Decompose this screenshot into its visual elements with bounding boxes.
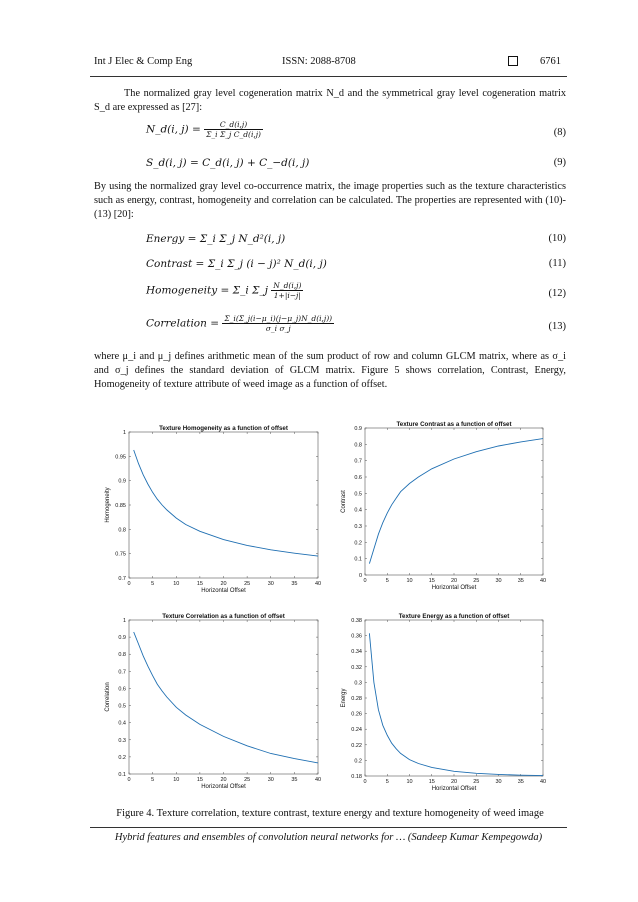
data-point bbox=[543, 775, 544, 776]
x-tick-label: 40 bbox=[539, 578, 547, 584]
footer-rule bbox=[90, 827, 567, 828]
y-tick-label: 0.3 bbox=[354, 524, 362, 530]
y-tick-label: 0.22 bbox=[351, 742, 362, 749]
y-tick-label: 0.95 bbox=[115, 454, 126, 461]
eq8-number: (8) bbox=[553, 127, 566, 138]
x-tick-label: 35 bbox=[517, 578, 524, 584]
data-point bbox=[143, 474, 144, 475]
plot-frame bbox=[365, 620, 543, 776]
x-tick-label: 20 bbox=[220, 581, 227, 587]
equation-11: Contrast = Σ_i Σ_j (i − j)² N_d(i, j) bbox=[146, 258, 327, 270]
data-point bbox=[382, 522, 383, 523]
data-point bbox=[318, 763, 319, 764]
data-point bbox=[223, 736, 224, 737]
data-point bbox=[152, 492, 153, 493]
y-tick-label: 0.2 bbox=[118, 754, 126, 761]
data-point bbox=[498, 446, 499, 447]
data-point bbox=[378, 709, 379, 710]
y-tick-label: 0.3 bbox=[354, 680, 362, 687]
y-tick-label: 0.34 bbox=[351, 649, 362, 656]
issn: ISSN: 2088-8708 bbox=[282, 56, 356, 67]
y-tick-label: 0.18 bbox=[351, 774, 362, 780]
y-tick-label: 0.7 bbox=[354, 458, 362, 465]
y-tick-label: 0.7 bbox=[118, 576, 126, 582]
y-tick-label: 0.36 bbox=[351, 633, 362, 640]
plot-frame bbox=[129, 432, 318, 578]
data-point bbox=[520, 442, 521, 443]
eq12-den: 1+|i−j| bbox=[273, 291, 301, 300]
x-tick-label: 40 bbox=[539, 779, 547, 785]
data-point bbox=[157, 499, 158, 500]
x-tick-label: 15 bbox=[428, 779, 435, 785]
contrast-chart bbox=[338, 418, 554, 600]
data-point bbox=[409, 483, 410, 484]
x-tick-label: 25 bbox=[473, 779, 480, 785]
data-point bbox=[431, 468, 432, 469]
eq9-number: (9) bbox=[553, 157, 566, 168]
eq8-fraction bbox=[204, 120, 263, 139]
x-tick-label: 30 bbox=[267, 581, 274, 587]
data-point bbox=[176, 518, 177, 519]
x-tick-label: 10 bbox=[406, 578, 413, 584]
x-tick-label: 5 bbox=[151, 777, 155, 783]
data-point bbox=[247, 545, 248, 546]
y-tick-label: 0.75 bbox=[115, 551, 126, 558]
p1-text: The normalized gray level cogeneration matrix N_d and the symmetrical gray level cogeneration matrix S_d are expressed as [27]: bbox=[94, 88, 566, 113]
eq8-num: C_d(i,j) bbox=[204, 120, 263, 130]
x-tick-label: 40 bbox=[314, 777, 322, 783]
y-axis-label: Contrast bbox=[341, 490, 347, 513]
chart-title: Texture Contrast as a function of offset bbox=[396, 421, 512, 428]
data-point bbox=[391, 504, 392, 505]
data-point bbox=[166, 510, 167, 511]
running-footer: Hybrid features and ensembles of convolution neural networks for … (Sandeep Kumar Kempegowda) bbox=[114, 832, 543, 843]
data-point bbox=[133, 632, 134, 633]
data-point bbox=[374, 682, 375, 683]
data-point bbox=[223, 539, 224, 540]
data-point bbox=[200, 531, 201, 532]
data-point bbox=[498, 774, 499, 775]
eq12-number: (12) bbox=[548, 288, 566, 299]
y-tick-label: 0.1 bbox=[118, 772, 126, 778]
correlation-chart bbox=[92, 608, 330, 798]
data-point bbox=[396, 748, 397, 749]
y-tick-label: 1 bbox=[122, 430, 126, 436]
x-tick-label: 20 bbox=[220, 777, 227, 783]
eq13-lhs: Correlation = bbox=[146, 317, 220, 330]
y-tick-label: 0.28 bbox=[351, 696, 362, 702]
x-tick-label: 40 bbox=[314, 581, 322, 587]
data-point bbox=[148, 484, 149, 485]
y-tick-label: 0.6 bbox=[354, 475, 362, 481]
data-point bbox=[369, 633, 370, 634]
x-tick-label: 30 bbox=[495, 578, 502, 584]
p2-text: By using the normalized gray level co-occurrence matrix, the image properties such as the texture characteristics such as energy, contrast, homogeneity and correlation can be calculated. The properties are represented with (10)-(13) [20]: bbox=[94, 181, 566, 220]
eq12-num: N_d(i,j) bbox=[273, 281, 302, 290]
x-tick-label: 20 bbox=[450, 578, 458, 584]
x-tick-label: 35 bbox=[291, 581, 298, 587]
data-point bbox=[185, 524, 186, 525]
y-tick-label: 1 bbox=[122, 618, 126, 624]
paragraph-3 bbox=[94, 350, 566, 392]
page-number: 6761 bbox=[540, 56, 561, 67]
y-tick-label: 0.26 bbox=[351, 711, 362, 718]
eq8-den: Σ_i Σ_j C_d(i,j) bbox=[206, 130, 261, 139]
data-point bbox=[387, 513, 388, 514]
eq13-den: σ_i σ_j bbox=[265, 324, 291, 333]
homogeneity-chart bbox=[92, 418, 330, 600]
data-point bbox=[138, 644, 139, 645]
x-tick-label: 35 bbox=[291, 777, 298, 783]
data-point bbox=[476, 773, 477, 774]
data-point bbox=[454, 459, 455, 460]
running-header bbox=[94, 56, 566, 72]
y-tick-label: 0.38 bbox=[351, 618, 362, 624]
x-tick-label: 30 bbox=[495, 779, 502, 785]
x-tick-label: 15 bbox=[428, 578, 435, 584]
equation-9: S_d(i, j) = C_d(i, j) + C_−d(i, j) bbox=[146, 157, 310, 169]
x-tick-label: 20 bbox=[450, 779, 458, 785]
y-tick-label: 0.1 bbox=[354, 556, 362, 563]
x-tick-label: 25 bbox=[473, 578, 480, 584]
data-point bbox=[176, 707, 177, 708]
eq10-number: (10) bbox=[548, 233, 566, 244]
y-tick-label: 0.2 bbox=[354, 540, 362, 547]
eq12-lhs: Homogeneity = Σ_i Σ_j bbox=[146, 284, 268, 297]
y-axis-label: Energy bbox=[341, 688, 347, 708]
eq11-number: (11) bbox=[548, 258, 566, 269]
data-point bbox=[476, 451, 477, 452]
data-point bbox=[162, 505, 163, 506]
y-tick-label: 0.7 bbox=[118, 669, 126, 676]
y-tick-label: 0.6 bbox=[118, 686, 126, 693]
x-tick-label: 5 bbox=[385, 578, 389, 584]
data-point bbox=[387, 735, 388, 736]
equation-10: Energy = Σ_i Σ_j N_d²(i, j) bbox=[146, 233, 286, 245]
x-tick-label: 25 bbox=[244, 581, 251, 587]
data-point bbox=[143, 656, 144, 657]
y-tick-label: 0.3 bbox=[118, 737, 126, 744]
chart-title: Texture Homogeneity as a function of offset bbox=[159, 425, 288, 432]
x-axis-label: Horizontal Offset bbox=[431, 786, 477, 792]
paragraph-1 bbox=[94, 87, 566, 115]
x-tick-label: 35 bbox=[517, 779, 524, 785]
x-tick-label: 25 bbox=[244, 777, 251, 783]
x-tick-label: 10 bbox=[173, 581, 180, 587]
data-point bbox=[247, 745, 248, 746]
y-tick-label: 0.5 bbox=[354, 491, 362, 498]
x-tick-label: 30 bbox=[267, 777, 274, 783]
x-tick-label: 0 bbox=[127, 777, 131, 783]
p3-text: where μ_i and μ_j defines arithmetic mean of the sum product of row and column GLCM matrix, where as σ_i and σ_j defines the standard deviation of GLCM matrix. Figure 5 shows correlation, Contrast, Energy, Homogeneity of texture attribute of weed image as a function of offset. bbox=[94, 351, 566, 390]
chart-title: Texture Energy as a function of offset bbox=[398, 613, 510, 620]
x-tick-label: 15 bbox=[196, 581, 203, 587]
y-tick-label: 0.8 bbox=[118, 652, 126, 659]
data-point bbox=[148, 666, 149, 667]
figure-caption: Figure 4. Texture correlation, texture contrast, texture energy and texture homogeneity of weed image bbox=[116, 808, 544, 819]
y-tick-label: 0.9 bbox=[118, 478, 126, 485]
x-tick-label: 15 bbox=[196, 777, 203, 783]
eq13-num: Σ_i(Σ_j(i−μ_i)(j−μ_j)N_d(i,j)) bbox=[224, 314, 333, 323]
data-point bbox=[382, 725, 383, 726]
y-tick-label: 0 bbox=[358, 573, 362, 579]
eq8-lhs: N_d(i, j) = bbox=[146, 123, 201, 136]
data-point bbox=[152, 675, 153, 676]
equation-8 bbox=[146, 120, 263, 139]
data-point bbox=[166, 697, 167, 698]
paragraph-2 bbox=[94, 180, 566, 222]
data-point bbox=[185, 715, 186, 716]
data-point bbox=[520, 775, 521, 776]
y-tick-label: 0.2 bbox=[354, 758, 362, 765]
y-tick-label: 0.4 bbox=[354, 507, 362, 514]
x-tick-label: 10 bbox=[406, 779, 413, 785]
x-tick-label: 10 bbox=[173, 777, 180, 783]
data-point bbox=[454, 771, 455, 772]
y-tick-label: 0.5 bbox=[118, 703, 126, 710]
data-point bbox=[294, 758, 295, 759]
plot-frame bbox=[129, 620, 318, 774]
data-point bbox=[418, 477, 419, 478]
data-point bbox=[200, 724, 201, 725]
y-tick-label: 0.9 bbox=[118, 635, 126, 642]
eq12-fraction bbox=[271, 281, 303, 300]
header-rule bbox=[90, 76, 567, 77]
y-tick-label: 0.9 bbox=[354, 426, 362, 432]
data-point bbox=[138, 463, 139, 464]
y-tick-label: 0.24 bbox=[351, 727, 362, 734]
plot-frame bbox=[365, 428, 543, 575]
data-point bbox=[431, 767, 432, 768]
data-point bbox=[270, 549, 271, 550]
data-point bbox=[157, 684, 158, 685]
x-tick-label: 5 bbox=[385, 779, 389, 785]
data-point bbox=[270, 753, 271, 754]
data-point bbox=[318, 556, 319, 557]
chart-title: Texture Correlation as a function of offset bbox=[162, 613, 285, 620]
data-point bbox=[162, 691, 163, 692]
data-point bbox=[396, 498, 397, 499]
equation-12 bbox=[146, 281, 303, 300]
x-tick-label: 5 bbox=[151, 581, 155, 587]
data-point bbox=[400, 753, 401, 754]
y-tick-label: 0.8 bbox=[354, 442, 362, 449]
y-tick-label: 0.32 bbox=[351, 664, 362, 671]
x-tick-label: 0 bbox=[363, 578, 367, 584]
x-tick-label: 0 bbox=[363, 779, 367, 785]
data-point bbox=[391, 743, 392, 744]
y-axis-label: Correlation bbox=[105, 682, 111, 712]
data-point bbox=[418, 763, 419, 764]
data-point bbox=[400, 491, 401, 492]
x-tick-label: 0 bbox=[127, 581, 131, 587]
y-tick-label: 0.85 bbox=[115, 503, 126, 509]
y-axis-label: Homogeneity bbox=[105, 487, 111, 523]
energy-chart bbox=[338, 608, 554, 798]
journal-name: Int J Elec & Comp Eng bbox=[94, 56, 193, 67]
y-tick-label: 0.4 bbox=[118, 720, 126, 727]
data-point bbox=[294, 553, 295, 554]
y-tick-label: 0.8 bbox=[118, 527, 126, 534]
data-point bbox=[378, 534, 379, 535]
data-point bbox=[133, 450, 134, 451]
eq13-number: (13) bbox=[548, 321, 566, 332]
x-axis-label: Horizontal Offset bbox=[201, 588, 246, 594]
eq13-fraction bbox=[222, 314, 334, 333]
equation-13 bbox=[146, 314, 334, 333]
x-axis-label: Horizontal Offset bbox=[201, 784, 246, 790]
data-point bbox=[374, 549, 375, 550]
data-point bbox=[369, 563, 370, 564]
x-axis-label: Horizontal Offset bbox=[431, 585, 477, 591]
data-point bbox=[543, 438, 544, 439]
data-point bbox=[409, 759, 410, 760]
